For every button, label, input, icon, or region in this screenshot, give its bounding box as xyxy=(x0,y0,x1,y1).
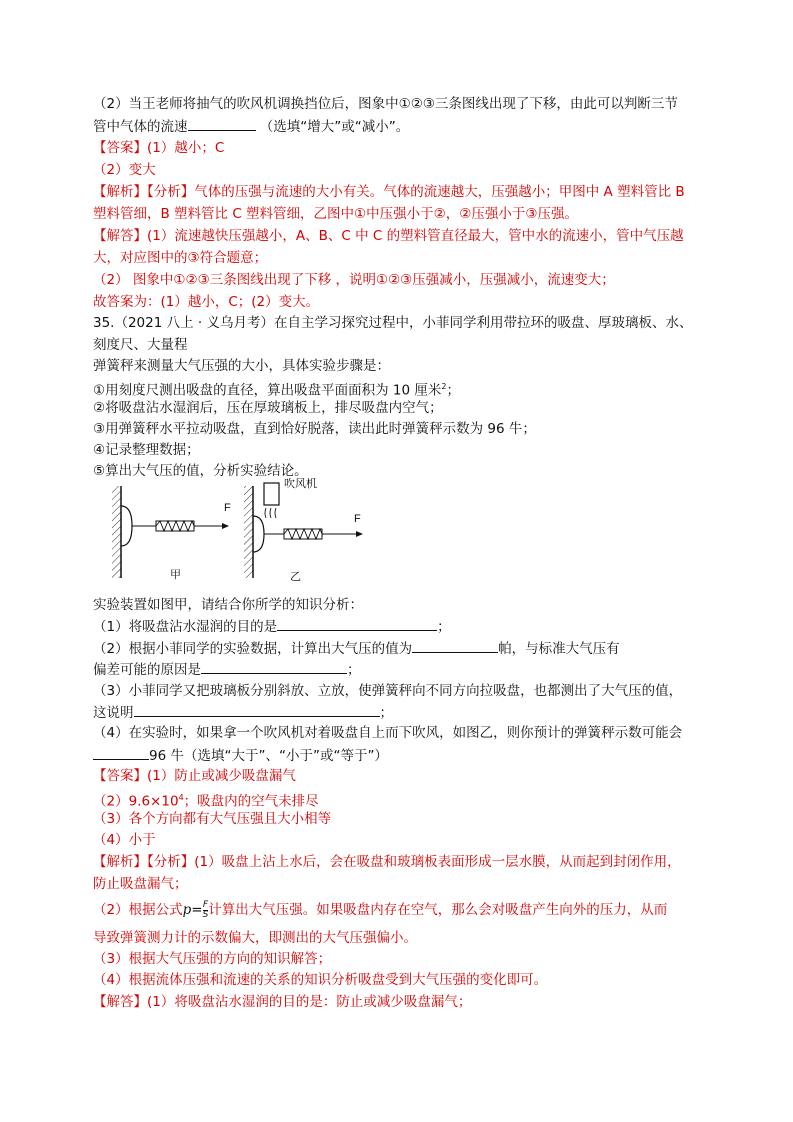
suction-cup-jia xyxy=(121,506,132,546)
step1-sup: 2 xyxy=(441,382,447,391)
q-prev-part2-line2-post: （选填“增大”或“减小”。 xyxy=(259,119,410,135)
answer-2-sup: 4 xyxy=(178,793,184,802)
airflow-line-2 xyxy=(270,508,271,518)
q35-q4-line1: （4）在实验时，如果拿一个吹风机对着吸盘自上而下吹风，如图乙，则你预计的弹簧秤示数可能会 xyxy=(93,725,683,741)
q35-intro: 实验装置如图甲，请结合你所学的知识分析： xyxy=(93,597,363,613)
q35-q4-line2 xyxy=(93,745,388,766)
q2-blank-reason[interactable] xyxy=(201,659,347,674)
q35-q2-line2 xyxy=(93,659,361,680)
formula-p: p xyxy=(182,902,192,918)
blower-nozzle xyxy=(264,483,279,505)
q3-blank[interactable] xyxy=(134,702,380,717)
q-prev-solution-line1 xyxy=(93,226,684,246)
q2-pre: （2）根据小菲同学的实验数据，计算出大气压的值为 xyxy=(93,641,413,657)
q35-header-line2: 刻度尺、大量程 xyxy=(93,337,188,353)
q35-q3-line1: （3）小菲同学又把玻璃板分别斜放、立放，使弹簧秤向不同方向拉吸盘，也都测出了大气压的值， xyxy=(93,683,683,699)
experiment-figure xyxy=(98,478,398,586)
step1-text: ①用刻度尺测出吸盘的直径，算出吸盘平面面积为 10 厘米 xyxy=(93,382,442,399)
q35-analysis-1-line1 xyxy=(93,852,681,872)
label-yi: 乙 xyxy=(290,571,301,583)
force-label-jia: F xyxy=(224,502,231,514)
airflow-line-3 xyxy=(275,508,276,518)
spring-coil-yi xyxy=(284,529,322,539)
figure-yi xyxy=(244,478,362,583)
q-prev-solution-line2: 大，对应图中的③符合题意； xyxy=(93,250,268,266)
q1-pre: （1）将吸盘沾水湿润的目的是 xyxy=(93,619,278,635)
q-prev-part2-line2 xyxy=(93,116,409,137)
q35-analysis-4: （4）根据流体压强和流速的关系的知识分析吸盘受到大气压强的变化即可。 xyxy=(93,972,548,988)
q35-analysis-3: （3）根据大气压强的方向的知识解答； xyxy=(93,951,332,967)
q35-q3-line2 xyxy=(93,702,393,723)
answer-blank[interactable] xyxy=(188,116,256,131)
answer-text: (1）越小；C xyxy=(147,140,225,156)
answer-2-pre: （2）9.6×10 xyxy=(93,793,179,810)
q-prev-part2-line1: （2）当王老师将抽气的吹风机调换挡位后，图象中①②③三条图线出现了下移，由此可以判断三节 xyxy=(93,96,678,112)
q4-blank[interactable] xyxy=(93,745,149,760)
formula-den: S xyxy=(202,909,209,920)
q2-line2-pre: 偏差可能的原因是 xyxy=(93,662,201,678)
q35-step1 xyxy=(93,377,460,401)
solution-head: 【解答】 xyxy=(93,228,147,244)
solution-head: 【解答】 xyxy=(93,994,147,1010)
q35-answer-2 xyxy=(93,788,319,812)
q35-answer-3: （3）各个方向都有大气压强且大小相等 xyxy=(93,811,332,827)
answer-2-post: ；吸盘内的空气未排尽 xyxy=(183,793,319,810)
analysis-2-pre: （2）根据公式 xyxy=(93,902,183,918)
q-prev-solution-line4: 故答案为：(1）越小，C；(2）变大。 xyxy=(93,294,320,310)
answer-text: (1）防止或减少吸盘漏气 xyxy=(147,768,296,784)
q-prev-answer-1 xyxy=(93,138,224,158)
analysis-head: 【解析】【分析】 xyxy=(93,854,195,870)
figure-jia xyxy=(112,486,231,581)
q35-q2-line1 xyxy=(93,638,620,659)
wall-hatch-jia xyxy=(112,486,121,578)
q35-step4: ④记录整理数据； xyxy=(93,442,200,458)
force-label-yi: F xyxy=(354,513,361,525)
solution-text: (1）流速越快压强越小，A、B、C 中 C 的塑料管直径最大，管中水的流速小，管中气压越 xyxy=(147,228,684,244)
solution-text: (1）将吸盘沾水湿润的目的是：防止或减少吸盘漏气； xyxy=(147,994,472,1010)
q35-analysis-2-line1 xyxy=(93,900,667,920)
q-prev-answer-2: （2）变大 xyxy=(93,162,156,178)
q35-header-line1: 35.（2021 八上 · 义乌月考）在自主学习探究过程中，小菲同学利用带拉环的吸盘、厚玻璃板、水、 xyxy=(93,315,693,331)
q-prev-analysis-line2: 塑料管细，B 塑料管比 C 塑料管细，乙图中①中压强小于②，②压强小于③压强。 xyxy=(93,206,578,222)
blower-label: 吹风机 xyxy=(284,478,317,490)
q35-analysis-2-line2: 导致弹簧测力计的示数偏大，即测出的大气压强偏小。 xyxy=(93,930,417,946)
q3-line2-pre: 这说明 xyxy=(93,705,134,721)
q35-header-line3: 弹簧秤来测量大气压强的大小，具体实验步骤是： xyxy=(93,358,390,374)
q-prev-solution-line3: （2） 图象中①②③三条图线出现了下移 ，说明①②③压强减小，压强减小，流速变大； xyxy=(93,272,615,288)
q2-mid: 帕，与标准大气压有 xyxy=(498,641,620,657)
q35-analysis-1-line2: 防止吸盘漏气； xyxy=(93,876,188,892)
analysis-head: 【解析】【分析】 xyxy=(93,184,195,200)
label-jia: 甲 xyxy=(170,569,181,581)
answer-head: 【答案】 xyxy=(93,140,147,156)
q4-line2-post: 96 牛（选填“大于”、“小于”或“等于”） xyxy=(149,748,388,764)
wall-hatch-yi xyxy=(244,486,253,578)
step1-end: ； xyxy=(446,382,460,399)
q2-line2-post: ； xyxy=(347,662,361,678)
q3-line2-post: ； xyxy=(379,705,393,721)
spring-coil-jia xyxy=(156,521,194,531)
formula-eq: = xyxy=(191,902,203,918)
formula-num: F xyxy=(202,899,209,910)
q35-step5: ⑤算出大气压的值，分析实验结论。 xyxy=(93,463,308,479)
q35-answer-4: （4）小于 xyxy=(93,832,156,848)
q1-blank[interactable] xyxy=(277,616,437,631)
q-prev-part2-line2-pre: 管中气体的流速 xyxy=(93,119,188,135)
q35-step2: ②将吸盘沾水湿润后，压在厚玻璃板上，排尽吸盘内空气； xyxy=(93,400,443,416)
q35-step3: ③用弹簧秤水平拉动吸盘，直到恰好脱落，读出此时弹簧秤示数为 96 牛； xyxy=(93,421,536,437)
analysis-2-post: 计算出大气压强。如果吸盘内存在空气，那么会对吸盘产生向外的压力，从而 xyxy=(208,902,668,918)
analysis-text: 气体的压强与流速的大小有关。气体的流速越大，压强越小；甲图中 A 塑料管比 B xyxy=(194,184,685,200)
suction-cup-yi xyxy=(253,516,264,552)
q2-blank-value[interactable] xyxy=(412,638,498,653)
answer-head: 【答案】 xyxy=(93,768,147,784)
airflow-line-1 xyxy=(265,508,266,518)
q35-answer-1 xyxy=(93,766,296,786)
q-prev-analysis-line1 xyxy=(93,182,685,202)
analysis-text: (1）吸盘上沾上水后，会在吸盘和玻璃板表面形成一层水膜，从而起到封闭作用， xyxy=(194,854,681,870)
q35-solution-1 xyxy=(93,992,471,1012)
q1-post: ； xyxy=(437,619,451,635)
q35-q1 xyxy=(93,616,451,637)
